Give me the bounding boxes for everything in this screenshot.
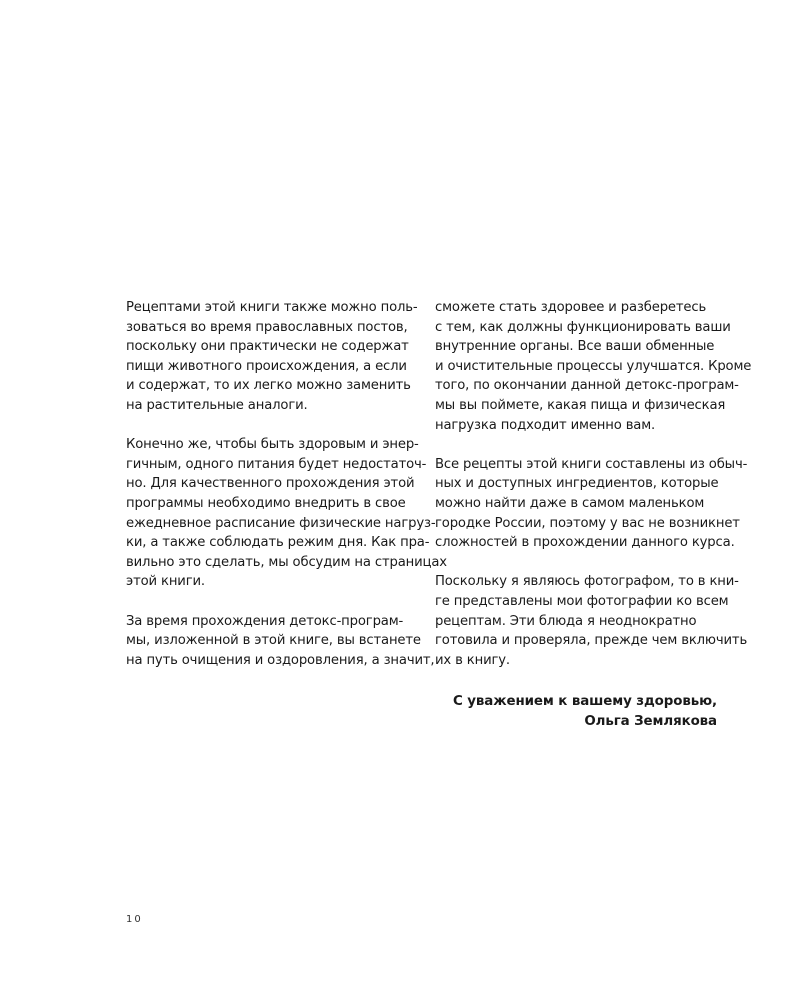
text-line: и содержат, то их легко можно заменить xyxy=(126,378,411,394)
text-line: Все рецепты этой книги составлены из обыч- xyxy=(435,456,748,472)
text-line: Поскольку я являюсь фотографом, то в кни- xyxy=(435,574,739,590)
text-line: внутренние органы. Все ваши обменные xyxy=(435,339,715,355)
text-line: на растительные аналоги. xyxy=(126,397,308,413)
page-number: 10 xyxy=(126,914,143,925)
text-line: За время прохождения детокс-програм- xyxy=(126,613,404,629)
right-text-column xyxy=(435,298,752,690)
text-line: их в книгу. xyxy=(435,652,510,668)
author-signature xyxy=(453,692,717,732)
text-line: ежедневное расписание физические нагруз- xyxy=(126,515,436,531)
paragraph xyxy=(435,455,748,553)
text-line: пищи животного происхождения, а если xyxy=(126,358,407,374)
text-line: вильно это сделать, мы обсудим на страницах xyxy=(126,554,447,570)
paragraph xyxy=(126,298,436,416)
text-line: ге представлены мои фотографии ко всем xyxy=(435,593,729,609)
text-line: мы вы поймете, какая пища и физическая xyxy=(435,397,726,413)
text-line: поскольку они практически не содержат xyxy=(126,339,409,355)
text-line: гичным, одного питания будет недостаточ- xyxy=(126,456,427,472)
text-line: городке России, поэтому у вас не возникнет xyxy=(435,515,740,531)
text-line: можно найти даже в самом маленьком xyxy=(435,495,705,511)
text-line: рецептам. Эти блюда я неоднократно xyxy=(435,613,697,629)
text-line: нагрузка подходит именно вам. xyxy=(435,417,656,433)
paragraph xyxy=(435,572,748,670)
signature-author-name: Ольга Землякова xyxy=(584,714,717,729)
text-line: мы, изложенной в этой книге, вы встанете xyxy=(126,633,421,649)
text-line: на путь очищения и оздоровления, а значит, xyxy=(126,652,435,668)
paragraph xyxy=(435,298,752,435)
text-line: и очистительные процессы улучшатся. Кроме xyxy=(435,358,752,374)
text-line: ки, а также соблюдать режим дня. Как пра- xyxy=(126,535,430,551)
text-line: но. Для качественного прохождения этой xyxy=(126,476,415,492)
text-line: Рецептами этой книги также можно поль- xyxy=(126,300,418,315)
text-line: того, по окончании данной детокс-програм- xyxy=(435,378,739,394)
paragraph xyxy=(126,435,447,592)
signature-greeting: С уважением к вашему здоровью, xyxy=(453,694,717,709)
paragraph xyxy=(126,612,436,671)
text-line: готовила и проверяла, прежде чем включить xyxy=(435,633,748,649)
text-line: ных и доступных ингредиентов, которые xyxy=(435,476,719,492)
text-line: зоваться во время православных постов, xyxy=(126,319,408,335)
text-line: сможете стать здоровее и разберетесь xyxy=(435,300,707,315)
text-line: этой книги. xyxy=(126,574,205,590)
left-text-column xyxy=(126,298,447,690)
text-line: сложностей в прохождении данного курса. xyxy=(435,535,735,551)
text-line: Конечно же, чтобы быть здоровым и энер- xyxy=(126,437,419,453)
text-line: с тем, как должны функционировать ваши xyxy=(435,319,731,335)
text-line: программы необходимо внедрить в свое xyxy=(126,495,406,511)
